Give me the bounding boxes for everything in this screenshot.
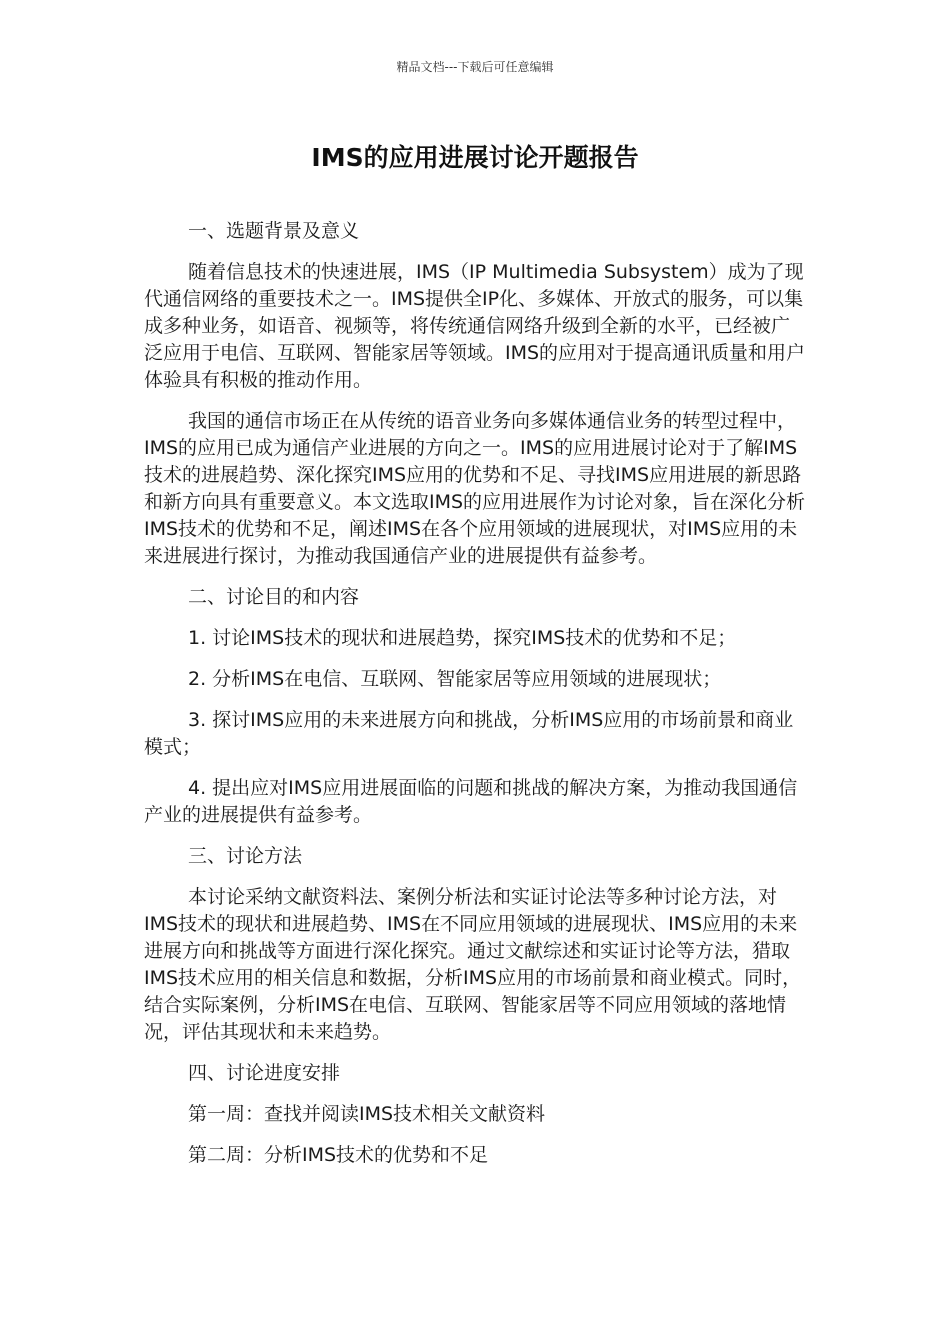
document-title: IMS的应用进展讨论开题报告 [311,143,639,172]
paragraph-background-1: 随着信息技术的快速进展，IMS（IP Multimedia Subsystem）成为了现代通信网络的重要技术之一。IMS提供全IP化、多媒体、开放式的服务，可以集成多种业务，如语音、视频等，将传统通信网络升级到全新的水平，已经被广泛应用于电信、互联网、智能家居等领域。IMS的应用对于提高通讯质量和用户体验具有积极的推动作用。 [144,261,806,391]
section-heading-methods: 三、讨论方法 [188,845,303,867]
section-heading-schedule: 四、讨论进度安排 [188,1062,341,1084]
section-heading-background: 一、选题背景及意义 [188,220,360,242]
schedule-item-week-2: 第二周：分析IMS技术的优势和不足 [188,1144,489,1166]
schedule-item-week-1: 第一周：查找并阅读IMS技术相关文献资料 [188,1103,546,1125]
paragraph-methods: 本讨论采纳文献资料法、案例分析法和实证讨论法等多种讨论方法，对IMS技术的现状和进展趋势、IMS在不同应用领域的进展现状、IMS应用的未来进展方向和挑战等方面进行深化探究。通过文献综述和实证讨论等方法，猎取IMS技术应用的相关信息和数据，分析IMS应用的市场前景和商业模式。同时，结合实际案例，分析IMS在电信、互联网、智能家居等不同应用领域的落地情况，评估其现状和未来趋势。 [144,886,802,1043]
objective-item-1: 1. 讨论IMS技术的现状和进展趋势，探究IMS技术的优势和不足； [188,627,737,649]
objective-item-2: 2. 分析IMS在电信、互联网、智能家居等应用领域的进展现状； [188,668,722,690]
header-note: 精品文档---下载后可任意编辑 [396,60,554,74]
paragraph-background-2: 我国的通信市场正在从传统的语音业务向多媒体通信业务的转型过程中，IMS的应用已成为通信产业进展的方向之一。IMS的应用进展讨论对于了解IMS技术的进展趋势、深化探究IMS应用的优势和不足、寻找IMS应用进展的新思路和新方向具有重要意义。本文选取IMS的应用进展作为讨论对象，旨在深化分析IMS技术的优势和不足，阐述IMS在各个应用领域的进展现状，对IMS应用的未来进展进行探讨，为推动我国通信产业的进展提供有益参考。 [144,410,806,567]
objective-item-3: 3. 探讨IMS应用的未来进展方向和挑战，分析IMS应用的市场前景和商业模式； [144,709,794,758]
document-body [144,218,808,1183]
section-heading-objectives: 二、讨论目的和内容 [188,586,360,608]
objective-item-4: 4. 提出应对IMS应用进展面临的问题和挑战的解决方案，为推动我国通信产业的进展提供有益参考。 [144,777,798,826]
